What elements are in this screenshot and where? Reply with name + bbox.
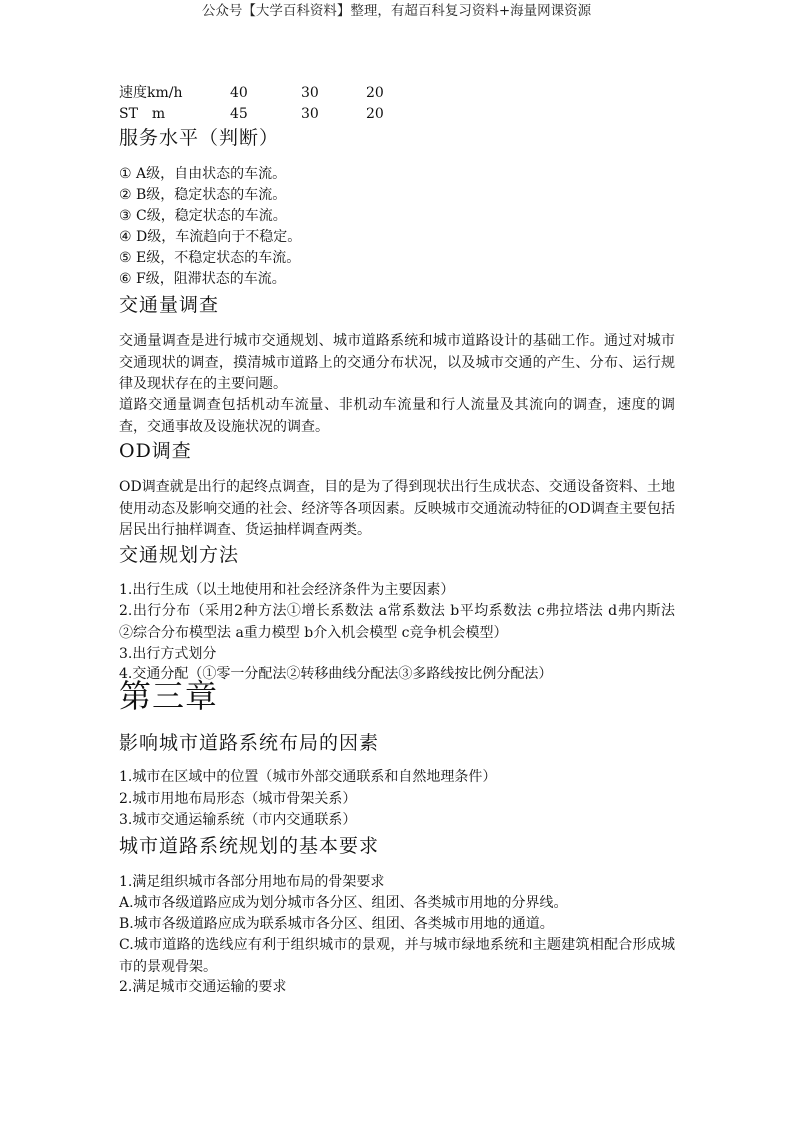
service-level-heading: 服务水平（判断） xyxy=(119,127,280,149)
list-item: 4.交通分配（①零一分配法②转移曲线分配法③多路线按比例分配法） xyxy=(119,666,553,682)
table-cell: 40 xyxy=(230,85,248,101)
list-item: 3.出行方式划分 xyxy=(119,646,217,662)
list-item: 1.出行生成（以土地使用和社会经济条件为主要因素） xyxy=(119,582,455,598)
table-cell: 20 xyxy=(366,106,384,122)
table-cell: 45 xyxy=(230,106,248,122)
speed-label: 速度km/h xyxy=(119,85,183,101)
table-cell: 20 xyxy=(366,85,384,101)
list-item: 3.城市交通运输系统（市内交通联系） xyxy=(119,812,357,828)
list-item: 2.出行分布（采用2种方法①增长系数法 a常系数法 b平均系数法 c弗拉塔法 d弗内斯法 ②综合分布模型法 a重力模型 b介入机会模型 c竞争机会模型） xyxy=(119,603,689,641)
traffic-survey-paragraph: 交通量调查是进行城市交通规划、城市道路系统和城市道路设计的基础工作。通过对城市交通现状的调查，摸清城市道路上的交通分布状况，以及城市交通的产生、分布、运行规律及现状存在的主要问题。 xyxy=(119,333,675,392)
table-cell: 30 xyxy=(301,85,319,101)
list-item: C.城市道路的选线应有利于组织城市的景观，并与城市绿地系统和主题建筑相配合形成城市的景观骨架。 xyxy=(119,937,675,975)
planning-method-heading: 交通规划方法 xyxy=(119,544,240,566)
list-item: 1.城市在区域中的位置（城市外部交通联系和自然地理条件） xyxy=(119,769,497,785)
list-item: 2.满足城市交通运输的要求 xyxy=(119,979,287,995)
list-item: ① A级，自由状态的车流。 xyxy=(119,166,287,182)
list-item: ③ C级，稳定状态的车流。 xyxy=(119,208,287,224)
list-item: ⑥ F级，阻滞状态的车流。 xyxy=(119,271,286,287)
layout-factors-heading: 影响城市道路系统布局的因素 xyxy=(119,732,380,754)
list-item: 1.满足组织城市各部分用地布局的骨架要求 xyxy=(119,874,385,890)
chapter-title: 第三章 xyxy=(119,677,219,715)
traffic-survey-paragraph: 道路交通量调查包括机动车流量、非机动车流量和行人流量及其流向的调查，速度的调查，交通事故及设施状况的调查。 xyxy=(119,397,675,435)
list-item: ⑤ E级，不稳定状态的车流。 xyxy=(119,250,301,266)
list-item: 2.城市用地布局形态（城市骨架关系） xyxy=(119,791,357,807)
list-item: B.城市各级道路应成为联系城市各分区、组团、各类城市用地的通道。 xyxy=(119,916,554,932)
od-survey-paragraph: OD调查就是出行的起终点调查，目的是为了得到现状出行生成状态、交通设备资料、土地使用动态及影响交通的社会、经济等各项因素。反映城市交通流动特征的OD调查主要包括居民出行抽样调查、货运抽样调查两类。 xyxy=(119,479,675,538)
header-watermark: 公众号【大学百科资料】整理，有超百科复习资料+海量网课资源 xyxy=(201,3,592,19)
list-item: ② B级，稳定状态的车流。 xyxy=(119,187,287,203)
table-cell: 30 xyxy=(301,106,319,122)
list-item: A.城市各级道路应成为划分城市各分区、组团、各类城市用地的分界线。 xyxy=(119,895,568,911)
st-label: ST m xyxy=(119,106,166,122)
basic-requirements-heading: 城市道路系统规划的基本要求 xyxy=(119,835,380,857)
od-survey-heading: OD调查 xyxy=(119,440,192,462)
list-item: ④ D级，车流趋向于不稳定。 xyxy=(119,229,302,245)
traffic-survey-heading: 交通量调查 xyxy=(119,294,220,316)
